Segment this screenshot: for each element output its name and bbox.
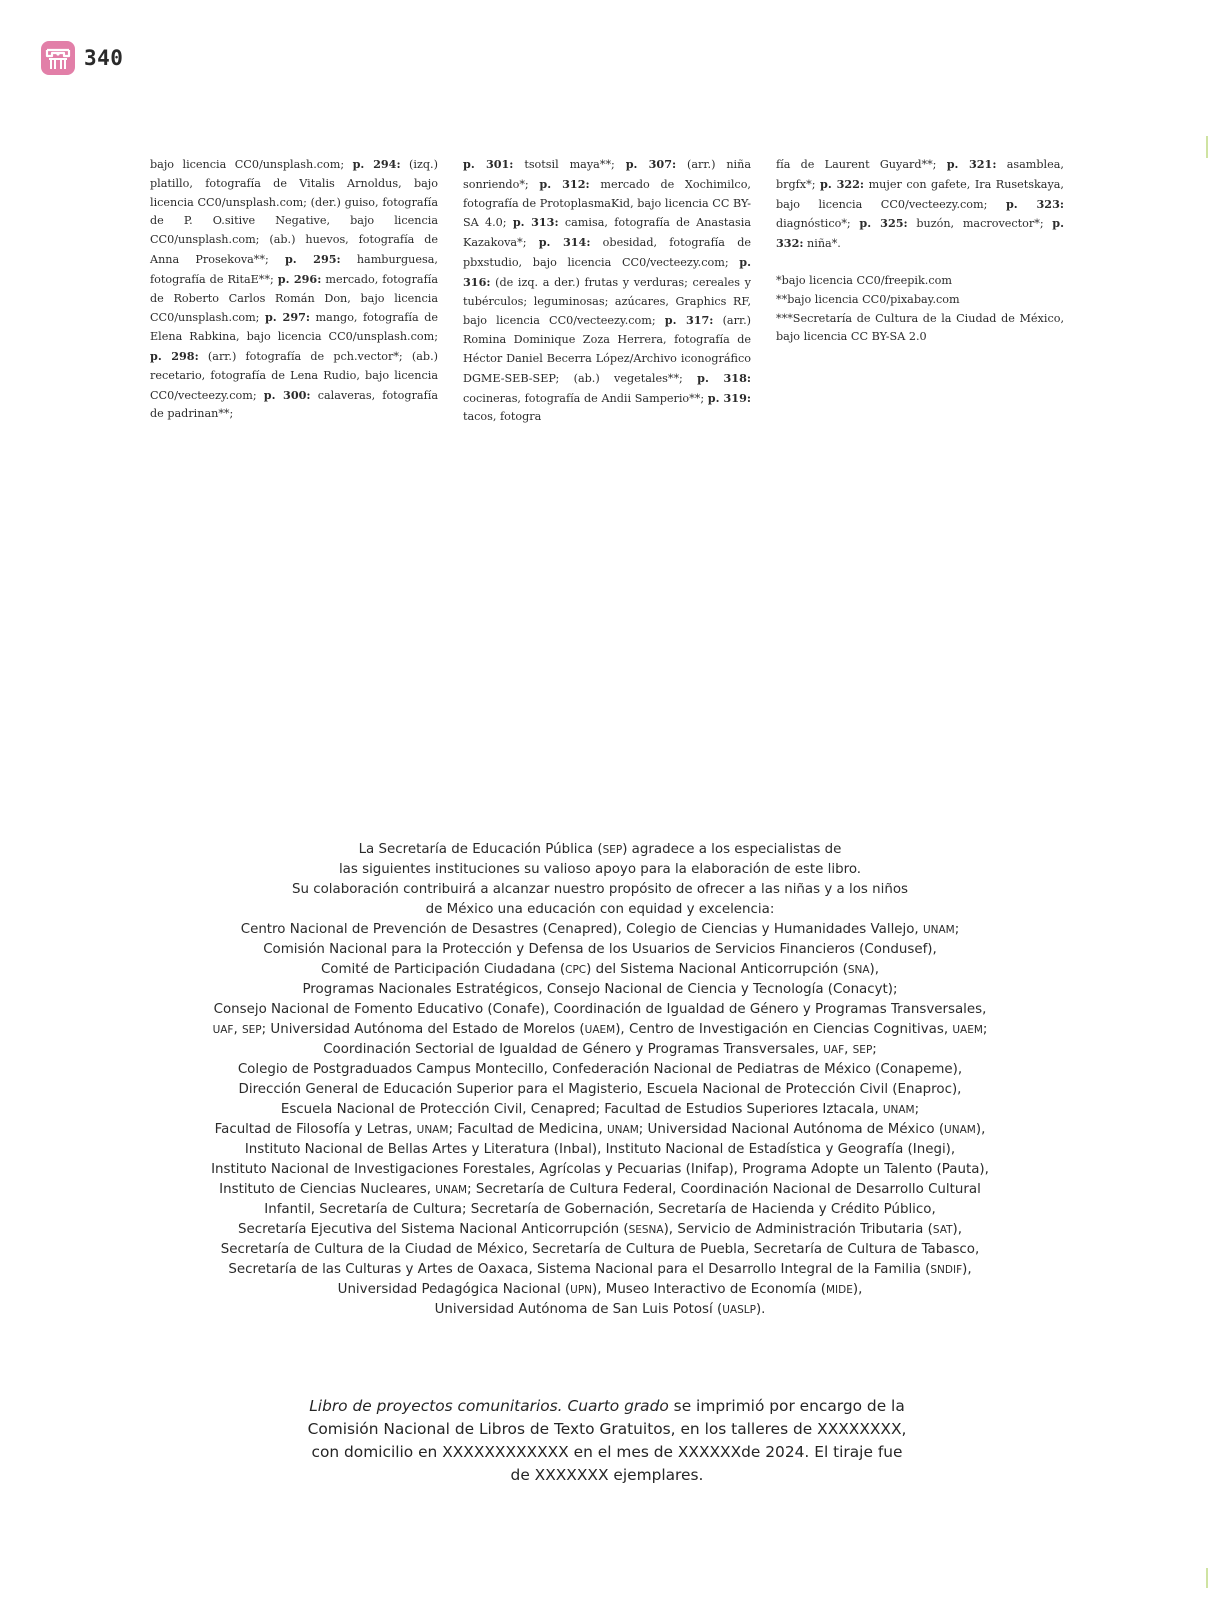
text-run: ) del Sistema Nacional Anticorrupción ( (586, 962, 848, 977)
imprint-line (290, 1464, 924, 1487)
pink-glyph-icon (40, 40, 76, 76)
text-run: hamburguesa, fotografía de RitaE**; (150, 252, 438, 286)
acknowledgment-line (200, 880, 1000, 900)
acronym: UAF (823, 1044, 845, 1056)
text-run: ; Universidad Autónoma del Estado de Morelos ( (261, 1022, 585, 1037)
imprint-line (290, 1395, 924, 1418)
text-run: obesidad, fotografía de pbxstudio, bajo licencia CC0/vecteezy.com; (463, 236, 751, 269)
imprint-line (290, 1441, 924, 1464)
page-reference: p. 301: (463, 157, 514, 171)
page-reference: p. 319: (707, 390, 751, 405)
text-run: tacos, fotogra (463, 410, 542, 424)
page-reference: p. 322: (820, 176, 865, 191)
text-run: mercado de Xochimilco, fotografía de ProtoplasmaKid, bajo licencia CC BY-SA 4.0; (463, 177, 751, 230)
footnote: ***Secretaría de Cultura de la Ciudad de México, bajo licencia CC BY-SA 2.0 (776, 311, 1064, 344)
acronym: SNA (847, 964, 870, 976)
text-run: Comité de Participación Ciudadana ( (320, 962, 566, 977)
page-reference: p. 307: (625, 157, 677, 171)
text-run: La Secretaría de Educación Pública ( (358, 842, 603, 857)
text-run: mercado, fotografía de Roberto Carlos Román Don, bajo licencia CC0/unsplash.com; (150, 272, 438, 325)
acronym: UAEM (584, 1024, 616, 1036)
text-run: Colegio de Postgraduados Campus Montecillo, Confederación Nacional de Pediatras de México (Conapeme), (237, 1062, 963, 1077)
text-run: las siguientes instituciones su valioso apoyo para la elaboración de este libro. (338, 862, 862, 877)
acronym: UNAM (435, 1184, 468, 1196)
text-run: , (844, 1042, 853, 1057)
text-run: (arr.) niña sonriendo*; (463, 158, 751, 191)
acronym: SEP (242, 1024, 262, 1036)
text-run: , (233, 1022, 242, 1037)
text-run: Coordinación Sectorial de Igualdad de Género y Programas Transversales, (323, 1042, 824, 1057)
text-run: buzón, macrovector*; (907, 217, 1053, 231)
text-run: ), Servicio de Administración Tributaria ( (663, 1222, 933, 1237)
acknowledgment-line (200, 980, 1000, 1000)
text-run: ), (869, 962, 880, 977)
page-reference: p. 297: (264, 310, 311, 325)
page-reference: p. 313: (512, 215, 559, 230)
footnote: *bajo licencia CC0/freepik.com (776, 273, 952, 287)
text-run: Comisión Nacional de Libros de Texto Gratuitos, en los talleres de XXXXXXXX, (307, 1420, 907, 1438)
text-run: Secretaría Ejecutiva del Sistema Nacional Anticorrupción ( (237, 1222, 629, 1237)
acronym: SNDIF (930, 1264, 963, 1276)
text-run: Secretaría de las Culturas y Artes de Oaxaca, Sistema Nacional para el Desarrollo Integral de la Familia ( (228, 1262, 931, 1277)
acronym: UNAM (416, 1124, 449, 1136)
text-run: cocineras, fotografía de Andii Samperio**; (463, 391, 708, 405)
page-reference: p. 312: (539, 176, 590, 191)
text-run: ; (914, 1102, 920, 1117)
acknowledgment-line (200, 860, 1000, 880)
text-run: Instituto Nacional de Investigaciones Forestales, Agrícolas y Pecuarias (Inifap), Programa Adopte un Talento (Pauta), (211, 1162, 989, 1177)
credits-column (463, 155, 751, 427)
acknowledgment-line (200, 1240, 1000, 1260)
acknowledgments (200, 840, 1000, 1320)
text-run: Centro Nacional de Prevención de Desastres (Cenapred), Colegio de Ciencias y Humanidades Vallejo, (240, 922, 923, 937)
footnote: **bajo licencia CC0/pixabay.com (776, 292, 960, 306)
acronym: MIDE (825, 1284, 853, 1296)
text-run: (arr.) Romina Dominique Zoza Herrera, fotografía de Héctor Daniel Becerra López/Archivo iconográfico DGME-SEB-SEP; (ab.) vegetales**; (463, 314, 751, 385)
text-run: ), (975, 1122, 986, 1137)
acknowledgment-line (200, 1200, 1000, 1220)
acknowledgment-line (200, 960, 1000, 980)
text-run: con domicilio en XXXXXXXXXXXX en el mes de XXXXXXde 2024. El tiraje fue (311, 1443, 903, 1461)
text-run: asamblea, brgfx*; (776, 158, 1064, 191)
acronym: SEP (602, 844, 623, 856)
acknowledgment-line (200, 1100, 1000, 1120)
acknowledgment-line (200, 1060, 1000, 1080)
text-run: se imprimió por encargo de la (668, 1397, 905, 1415)
text-run: Facultad de Filosofía y Letras, (214, 1122, 417, 1137)
imprint-notice (290, 1395, 924, 1487)
page-reference: p. 316: (463, 254, 751, 289)
acknowledgment-line (200, 1300, 1000, 1320)
acknowledgment-line (200, 1180, 1000, 1200)
acronym: SAT (932, 1224, 953, 1236)
text-run: ), (962, 1262, 972, 1277)
text-run: Instituto Nacional de Bellas Artes y Literatura (Inbal), Instituto Nacional de Estadística y Geografía (Inegi), (244, 1142, 956, 1157)
acknowledgment-line (200, 1120, 1000, 1140)
text-run: ) agradece a los especialistas de (622, 842, 842, 857)
imprint-line (290, 1418, 924, 1441)
page-reference: p. 294: (352, 157, 401, 171)
acknowledgment-line (200, 1040, 1000, 1060)
text-run: Dirección General de Educación Superior para el Magisterio, Escuela Nacional de Protección Civil (Enaproc), (238, 1082, 962, 1097)
acknowledgment-line (200, 840, 1000, 860)
credit-footnotes (776, 272, 1064, 347)
text-run: diagnóstico*; (776, 217, 860, 231)
credits-column-body (776, 158, 1064, 250)
edge-mark (1206, 136, 1208, 158)
page-header (40, 38, 123, 78)
acronym: UNAM (606, 1124, 639, 1136)
page-reference: p. 318: (697, 370, 751, 385)
acknowledgment-line (200, 1000, 1000, 1020)
acknowledgment-line (200, 1140, 1000, 1160)
text-run: ; Facultad de Medicina, (448, 1122, 607, 1137)
text-run: tsotsil maya**; (513, 158, 626, 171)
acronym: UAF (212, 1024, 234, 1036)
image-credits (150, 155, 1064, 427)
text-run: Programas Nacionales Estratégicos, Consejo Nacional de Ciencia y Tecnología (Conacyt); (302, 982, 898, 997)
text-run: (arr.) fotografía de pch.vector*; (ab.) recetario, fotografía de Lena Rudio, bajo licencia CC0/vecteezy.com; (150, 349, 438, 402)
acknowledgment-line (200, 1280, 1000, 1300)
page-reference: p. 298: (150, 348, 199, 363)
text-run: ), Centro de Investigación en Ciencias Cognitivas, (615, 1022, 953, 1037)
page-reference: p. 325: (859, 216, 908, 231)
text-run: (de izq. a der.) frutas y verduras; cereales y tubérculos; leguminosas; azúcares, Graphics RF, bajo licencia CC0/vecteezy.com; (463, 275, 751, 328)
acronym: CPC (565, 964, 587, 976)
text-run: ). (755, 1302, 766, 1317)
page-reference: p. 295: (284, 251, 341, 266)
acknowledgment-line (200, 940, 1000, 960)
page-reference: p. 300: (263, 387, 311, 402)
text-run: (izq.) platillo, fotografía de Vitalis Arnoldus, bajo licencia CC0/unsplash.com; (der.) guiso, fotografía de P. O.sitive Negative, bajo licencia CC0/unsplash.com; (ab.) huevos, fotografía de Anna Prosekova**; (150, 158, 438, 266)
text-run: Su colaboración contribuirá a alcanzar nuestro propósito de ofrecer a las niñas y a los niños (292, 882, 908, 897)
text-run: Comisión Nacional para la Protección y Defensa de los Usuarios de Servicios Financieros (Condusef), (263, 942, 937, 957)
acknowledgment-line (200, 1160, 1000, 1180)
acknowledgment-line (200, 1080, 1000, 1100)
page-reference: p. 296: (277, 271, 322, 286)
text-run: Consejo Nacional de Fomento Educativo (Conafe), Coordinación de Igualdad de Género y Programas Transversales, (213, 1002, 987, 1017)
acknowledgment-line (200, 900, 1000, 920)
text-run: de México una educación con equidad y excelencia: (425, 902, 775, 917)
text-run: Infantil, Secretaría de Cultura; Secretaría de Gobernación, Secretaría de Hacienda y Crédito Público, (264, 1202, 936, 1217)
acronym: UPN (570, 1284, 593, 1296)
text-run: fía de Laurent Guyard**; (776, 158, 947, 171)
text-run: Secretaría de Cultura de la Ciudad de México, Secretaría de Cultura de Puebla, Secretaría de Cultura de Tabasco, (220, 1242, 980, 1257)
acknowledgment-line (200, 1020, 1000, 1040)
text-run: Instituto de Ciencias Nucleares, (219, 1182, 436, 1197)
acronym: UASLP (722, 1304, 756, 1316)
text-run: Escuela Nacional de Protección Civil, Cenapred; Facultad de Estudios Superiores Iztacala, (280, 1102, 883, 1117)
edge-mark-bottom (1206, 1568, 1208, 1588)
credits-column (776, 155, 1064, 427)
page-reference: p. 314: (538, 235, 591, 250)
acknowledgment-line (200, 920, 1000, 940)
text-run: ), (852, 1282, 863, 1297)
credits-column (150, 155, 438, 427)
page-reference: p. 321: (946, 157, 997, 171)
text-run: mujer con gafete, Ira Rusetskaya, bajo licencia CC0/vecteezy.com; (776, 177, 1064, 211)
text-run: de XXXXXXX ejemplares. (510, 1466, 704, 1484)
acknowledgment-line (200, 1220, 1000, 1240)
text-run: Universidad Autónoma de San Luis Potosí ( (434, 1302, 723, 1317)
text-run: camisa, fotografía de Anastasia Kazakova*; (463, 216, 751, 250)
text-run: mango, fotografía de Elena Rabkina, bajo licencia CC0/unsplash.com; (150, 311, 438, 344)
text-run: bajo licencia CC0/unsplash.com; (150, 158, 353, 171)
acronym: UNAM (944, 1124, 976, 1136)
page-reference: p. 332: (776, 216, 1065, 251)
acronym: UNAM (922, 924, 955, 936)
book-title: Libro de proyectos comunitarios. Cuarto grado (309, 1397, 669, 1415)
text-run: ; (954, 922, 960, 937)
page-number: 340 (84, 46, 124, 70)
text-run: ), (952, 1222, 963, 1237)
acronym: SESNA (628, 1224, 664, 1236)
acknowledgment-line (200, 1260, 1000, 1280)
text-run: niña*. (803, 237, 841, 251)
text-run: ), Museo Interactivo de Economía ( (592, 1282, 826, 1297)
text-run: calaveras, fotografía de padrinan**; (150, 388, 438, 421)
text-run: ; (872, 1042, 877, 1057)
acronym: UAEM (952, 1024, 983, 1036)
acronym: SEP (852, 1044, 873, 1056)
page-reference: p. 317: (664, 313, 714, 328)
text-run: ; Secretaría de Cultura Federal, Coordinación Nacional de Desarrollo Cultural (467, 1182, 981, 1197)
text-run: ; (982, 1022, 988, 1037)
text-run: Universidad Pedagógica Nacional ( (337, 1282, 571, 1297)
acronym: UNAM (882, 1104, 915, 1116)
text-run: ; Universidad Nacional Autónoma de México ( (638, 1122, 945, 1137)
page-reference: p. 323: (1005, 196, 1064, 211)
